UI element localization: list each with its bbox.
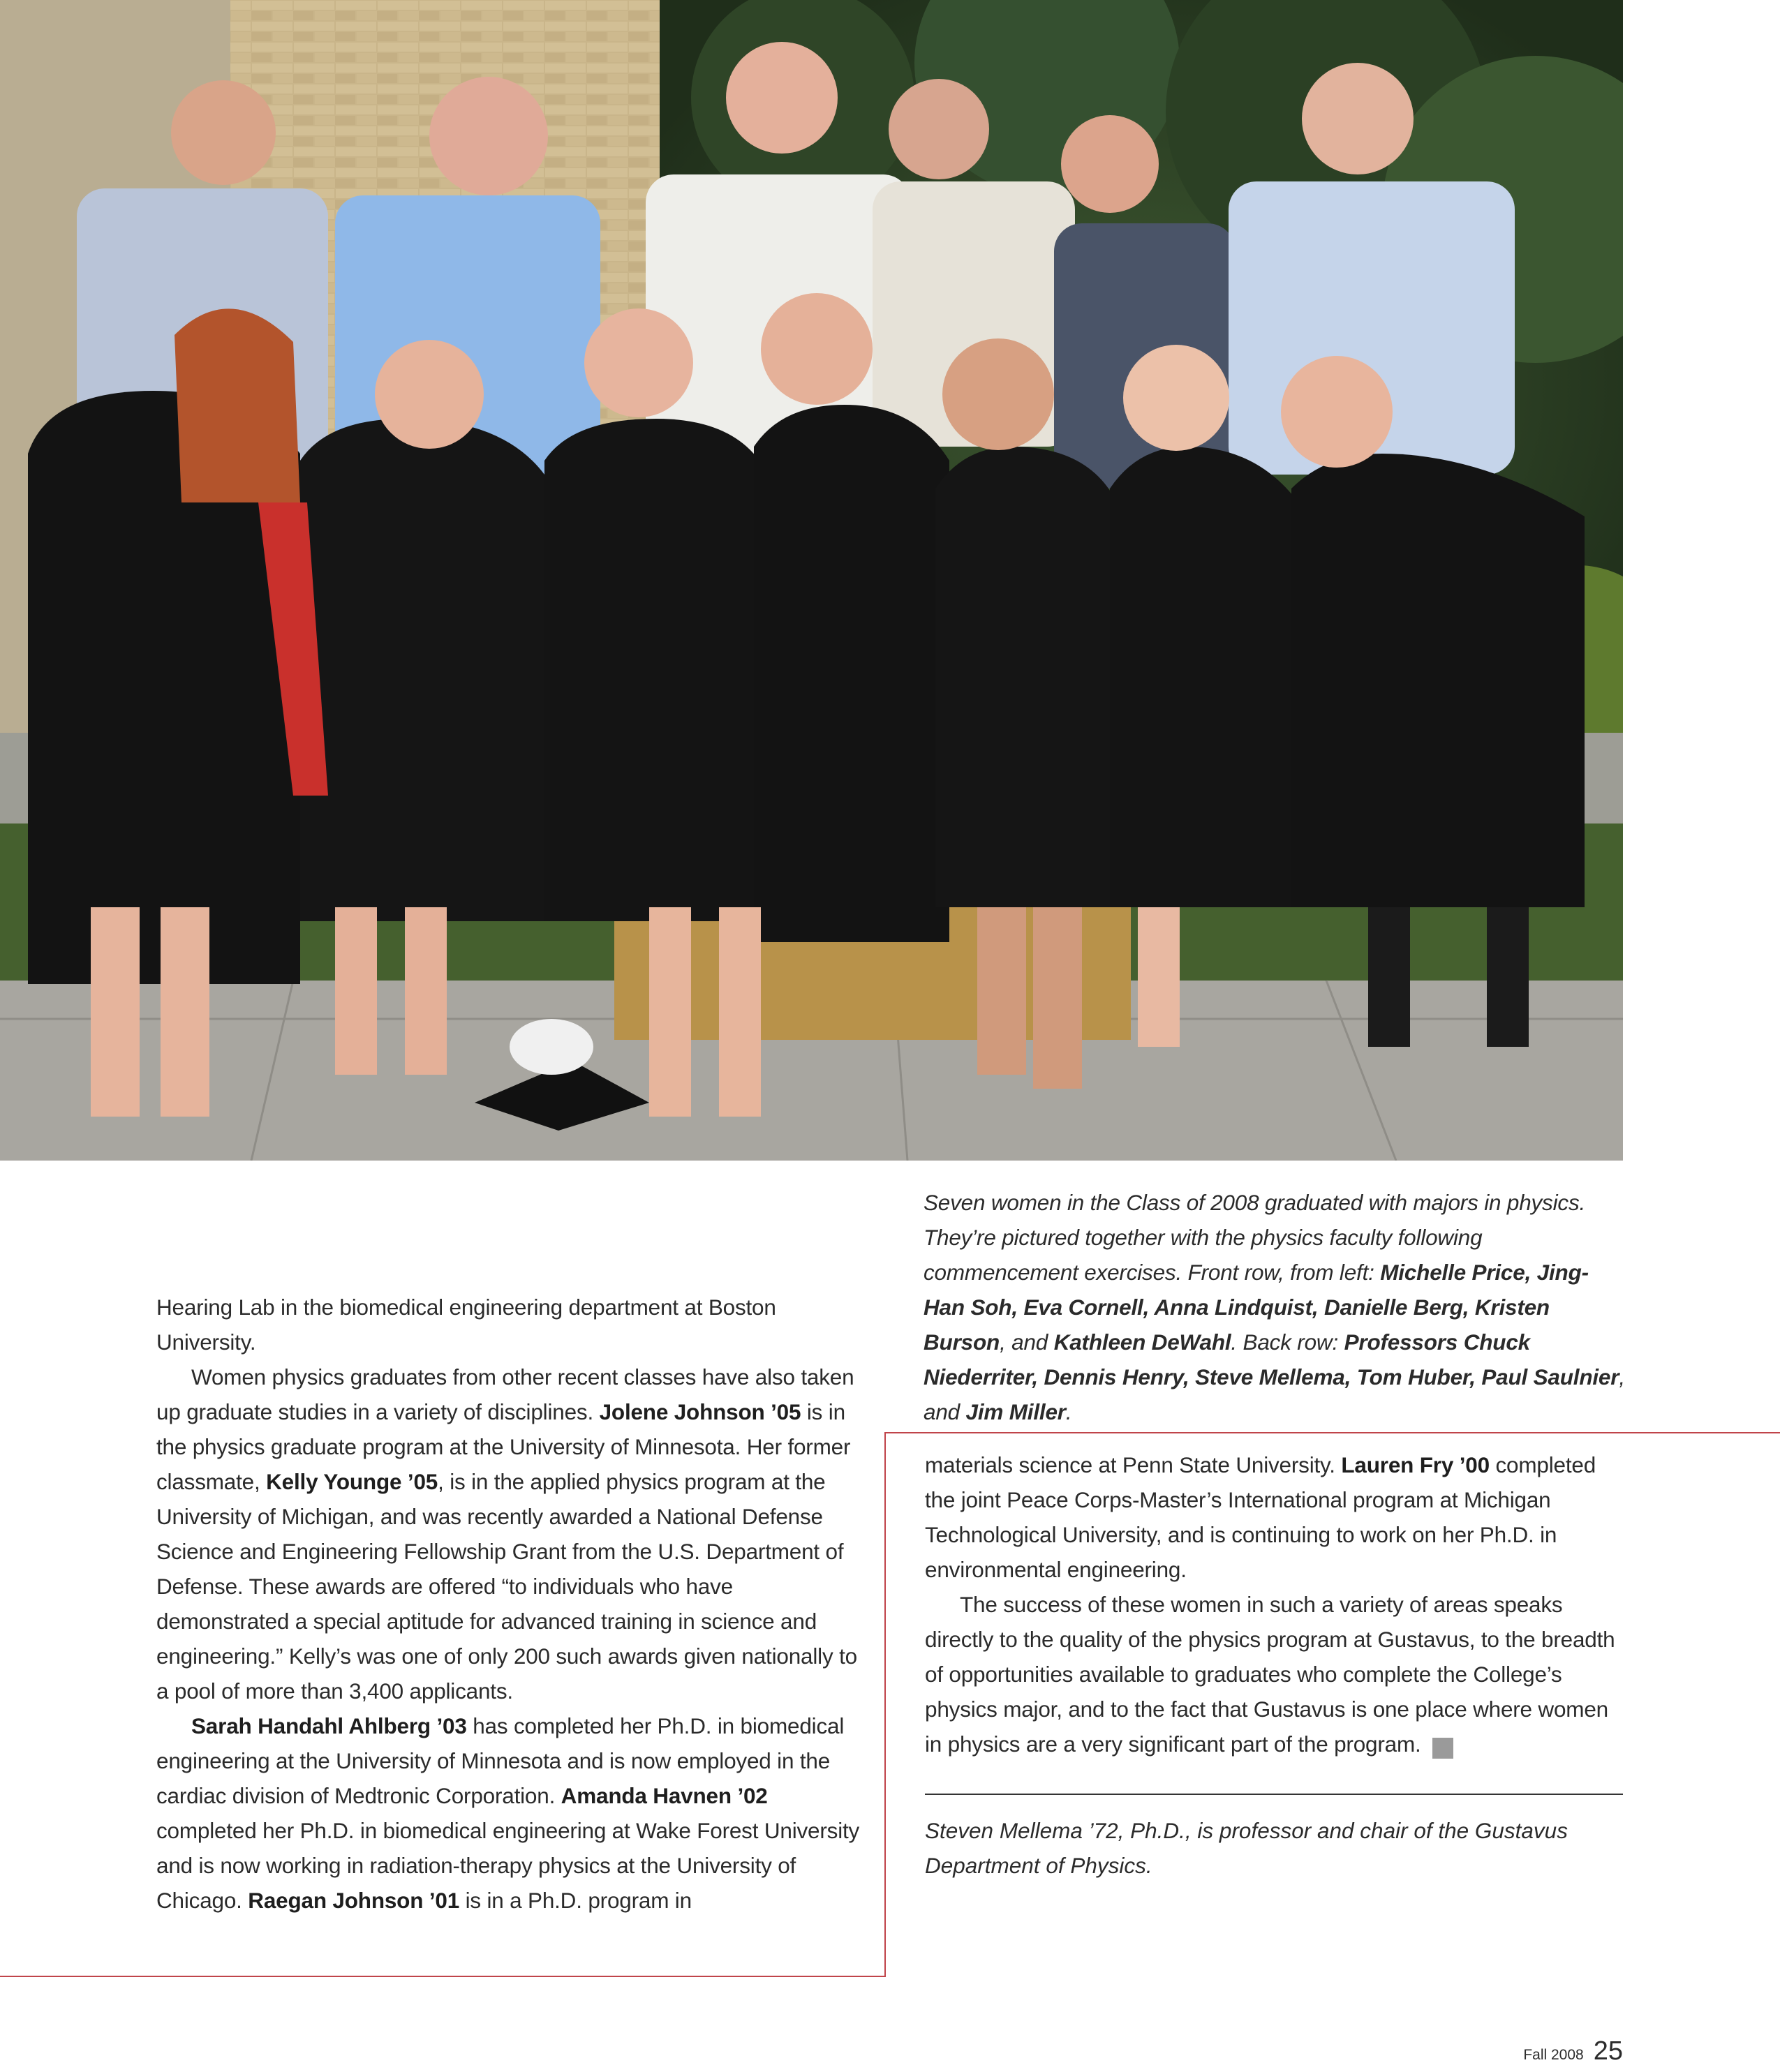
alumna-name: Jolene Johnson ’05 bbox=[599, 1399, 801, 1424]
paragraph: Hearing Lab in the biomedical engineering department at Boston University. bbox=[156, 1295, 776, 1355]
page-number: 25 bbox=[1593, 2036, 1623, 2066]
caption-front-row-last: Kathleen DeWahl bbox=[1053, 1329, 1231, 1355]
left-text-column bbox=[156, 1290, 861, 1918]
caption-and-2: , and bbox=[924, 1364, 1625, 1424]
paragraph: The success of these women in such a variety of areas speaks directly to the quality of the physics program at Gustavus, to the breadth of opportunities available to graduates who complete the College’s physics major, and to the fact that Gustavus is one place where women in physics are a very significant part of the program. G bbox=[925, 1592, 1615, 1757]
issue-label: Fall 2008 bbox=[1523, 2047, 1584, 2063]
bio-divider bbox=[925, 1794, 1623, 1795]
paragraph: Women physics graduates from other recent classes have also taken up graduate studies in a variety of disciplines. Jolene Johnson ’05 is in the physics graduate program at the University of Minnesota. Her former classmate, Kelly Younge ’05, is in the applied physics program at the University of Michigan, and was recently awarded a National Defense Science and Engineering Fellowship Grant from the U.S. Department of Defense. These awards are offered “to individuals who have demonstrated a special aptitude for advanced training in science and engineering.” Kelly’s was one of only 200 such awards given nationally to a pool of more than 3,400 applicants. bbox=[156, 1364, 857, 1704]
paragraph: Sarah Handahl Ahlberg ’03 has completed her Ph.D. in biomedical engineering at the University of Minnesota and is now employed in the cardiac division of Medtronic Corporation. Amanda Havnen ’02 completed her Ph.D. in biomedical engineering at Wake Forest University and is now working in radiation-therapy physics at the University of Chicago. Raegan Johnson ’01 is in a Ph.D. program in bbox=[156, 1713, 860, 1913]
paragraph: materials science at Penn State University. Lauren Fry ’00 completed the joint Peace Corps-Master’s International program at Michigan Technological University, and is continuing to work on her Ph.D. in environmental engineering. bbox=[925, 1452, 1596, 1582]
caption-and: , and bbox=[1000, 1329, 1054, 1355]
caption-front-row-names: Michelle Price, Jing-Han Soh, Eva Cornell, Anna Lindquist, Danielle Berg, Kristen Burson bbox=[924, 1260, 1589, 1355]
alumna-name: Sarah Handahl Ahlberg ’03 bbox=[191, 1713, 467, 1738]
photo-caption bbox=[924, 1185, 1629, 1429]
red-rule-vertical bbox=[884, 1432, 886, 1977]
red-rule-bottom bbox=[0, 1976, 886, 1977]
alumna-name: Lauren Fry ’00 bbox=[1341, 1452, 1490, 1477]
alumna-name: Amanda Havnen ’02 bbox=[561, 1783, 768, 1808]
gustavus-end-mark-icon: G bbox=[1432, 1738, 1453, 1759]
alumna-name: Kelly Younge ’05 bbox=[266, 1469, 438, 1494]
right-text-column bbox=[925, 1447, 1623, 1761]
caption-end: . bbox=[1065, 1399, 1072, 1424]
red-rule-top bbox=[884, 1432, 1780, 1433]
page-footer bbox=[1523, 2036, 1623, 2066]
alumna-name: Raegan Johnson ’01 bbox=[248, 1888, 460, 1913]
caption-back-row-names: Professors Chuck Niederriter, Dennis Henry, Steve Mellema, Tom Huber, Paul Saulnier bbox=[924, 1329, 1619, 1389]
author-bio: Steven Mellema ’72, Ph.D., is professor and chair of the Gustavus Department of Physics. bbox=[925, 1818, 1568, 1878]
caption-back-row-label: . Back row: bbox=[1231, 1329, 1344, 1355]
caption-intro: Seven women in the Class of 2008 graduated with majors in physics. They’re pictured together with the physics faculty following commencement exercises. Front row, from left: bbox=[924, 1190, 1586, 1285]
caption-back-row-last: Jim Miller bbox=[965, 1399, 1066, 1424]
